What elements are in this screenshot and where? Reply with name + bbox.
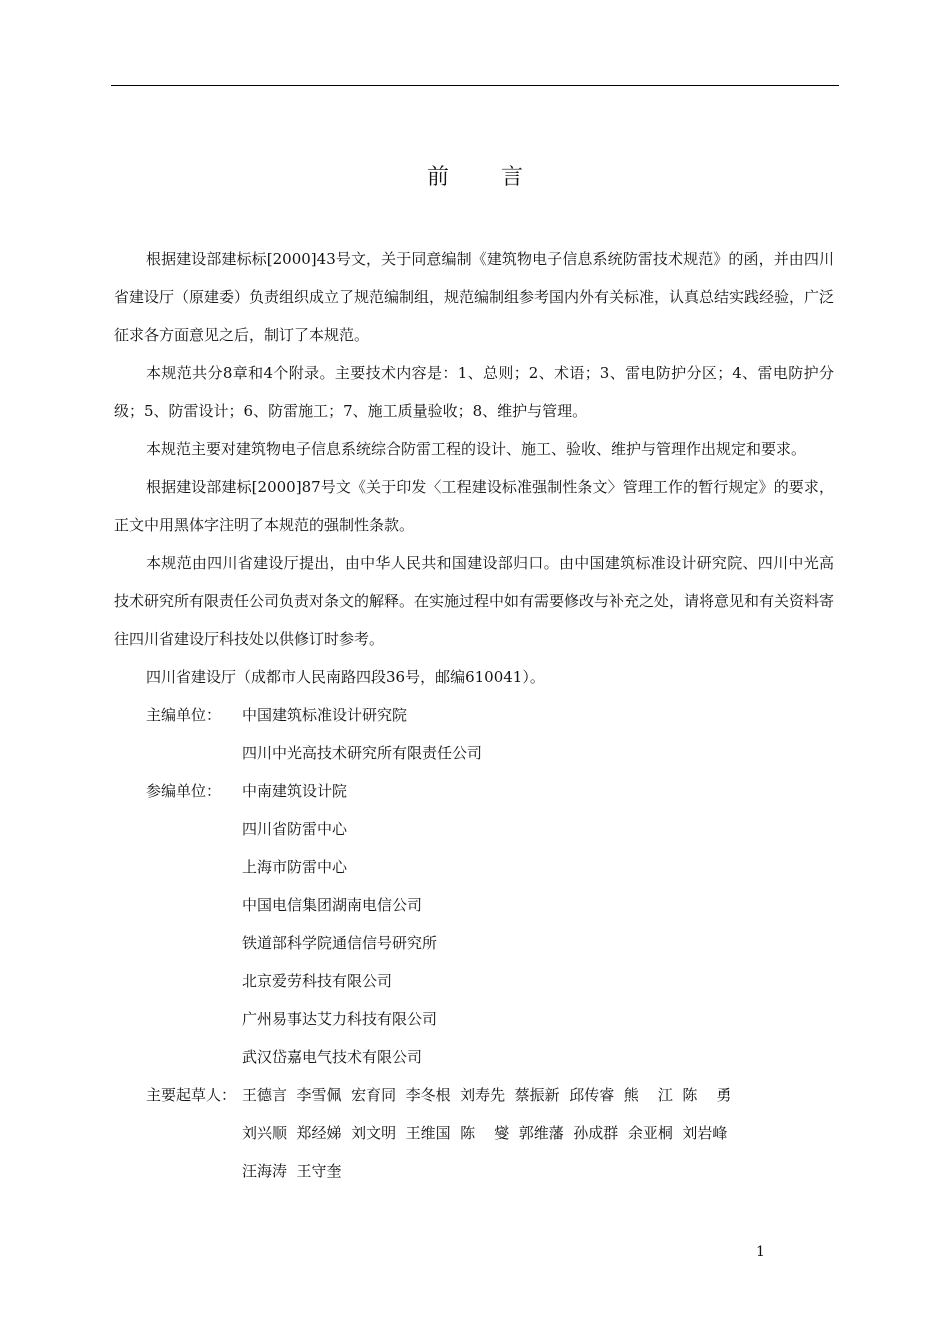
participating-unit-row — [114, 924, 834, 962]
paragraph-address: 四川省建设厅（成都市人民南路四段36号，邮编610041）。 — [146, 668, 545, 686]
paragraph-scope: 本规范主要对建筑物电子信息系统综合防雷工程的设计、施工、验收、维护与管理作出规定和要求。 — [146, 440, 807, 458]
chief-unit: 四川中光高技术研究所有限责任公司 — [242, 744, 483, 762]
title-char-right: 言 — [501, 165, 524, 190]
participating-unit: 铁道部科学院通信信号研究所 — [242, 934, 438, 952]
participating-unit-row — [114, 1000, 834, 1038]
drafters-line: 汪海涛 王守奎 — [242, 1162, 342, 1180]
drafters-line: 王德言 李雪佩 宏育同 李冬根 刘寿先 蔡振新 邱传睿 熊 江 陈 勇 — [242, 1086, 732, 1104]
participating-units-label: 参编单位： — [146, 782, 222, 800]
participating-unit: 中南建筑设计院 — [242, 782, 348, 800]
participating-unit-row — [114, 810, 834, 848]
participating-unit: 广州易事达艾力科技有限公司 — [242, 1010, 438, 1028]
chief-unit-row — [114, 734, 834, 772]
participating-unit-row — [114, 962, 834, 1000]
chief-unit: 中国建筑标准设计研究院 — [242, 706, 408, 724]
participating-unit: 中国电信集团湖南电信公司 — [242, 896, 423, 914]
drafters-row — [114, 1114, 834, 1152]
header-rule — [111, 85, 839, 86]
title-char-left: 前 — [426, 165, 449, 190]
drafters-label: 主要起草人： — [146, 1086, 237, 1104]
participating-unit-row — [114, 1038, 834, 1076]
participating-unit: 武汉岱嘉电气技术有限公司 — [242, 1048, 423, 1066]
page-number: 1 — [756, 1244, 765, 1260]
participating-unit-row — [114, 848, 834, 886]
participating-unit: 上海市防雷中心 — [242, 858, 348, 876]
drafters-row — [114, 1152, 834, 1190]
paragraph-responsibility: 本规范由四川省建设厅提出，由中华人民共和国建设部归口。由中国建筑标准设计研究院、四川中光高技术研究所有限责任公司负责对条文的解释。在实施过程中如有需要修改与补充之处，请将意见和有关资料寄往四川省建设厅科技处以供修订时参考。 — [114, 554, 835, 648]
chief-units-label: 主编单位： — [146, 706, 222, 724]
drafters-line: 刘兴顺 郑经娣 刘文明 王维国 陈 燮 郭维藩 孙成群 余亚桐 刘岩峰 — [242, 1124, 728, 1142]
participating-unit: 北京爱劳科技有限公司 — [242, 972, 393, 990]
participating-unit: 四川省防雷中心 — [242, 820, 348, 838]
participating-unit-row — [114, 886, 834, 924]
paragraph-mandatory: 根据建设部建标[2000]87号文《关于印发〈工程建设标准强制性条文〉管理工作的暂行规定》的要求，正文中用黑体字注明了本规范的强制性条款。 — [114, 478, 834, 534]
drafters-row — [114, 1076, 834, 1114]
chief-unit-row — [114, 696, 834, 734]
paragraph-basis: 根据建设部建标标[2000]43号文，关于同意编制《建筑物电子信息系统防雷技术规范》的函，并由四川省建设厅（原建委）负责组织成立了规范编制组，规范编制组参考国内外有关标准，认真总结实践经验，广泛征求各方面意见之后，制订了本规范。 — [114, 250, 835, 344]
page-title — [0, 160, 950, 191]
participating-unit-row — [114, 772, 834, 810]
paragraph-contents: 本规范共分8章和4个附录。主要技术内容是：1、总则；2、术语；3、雷电防护分区；4、雷电防护分级；5、防雷设计；6、防雷施工；7、施工质量验收；8、维护与管理。 — [114, 364, 834, 420]
document-body — [114, 240, 834, 1190]
